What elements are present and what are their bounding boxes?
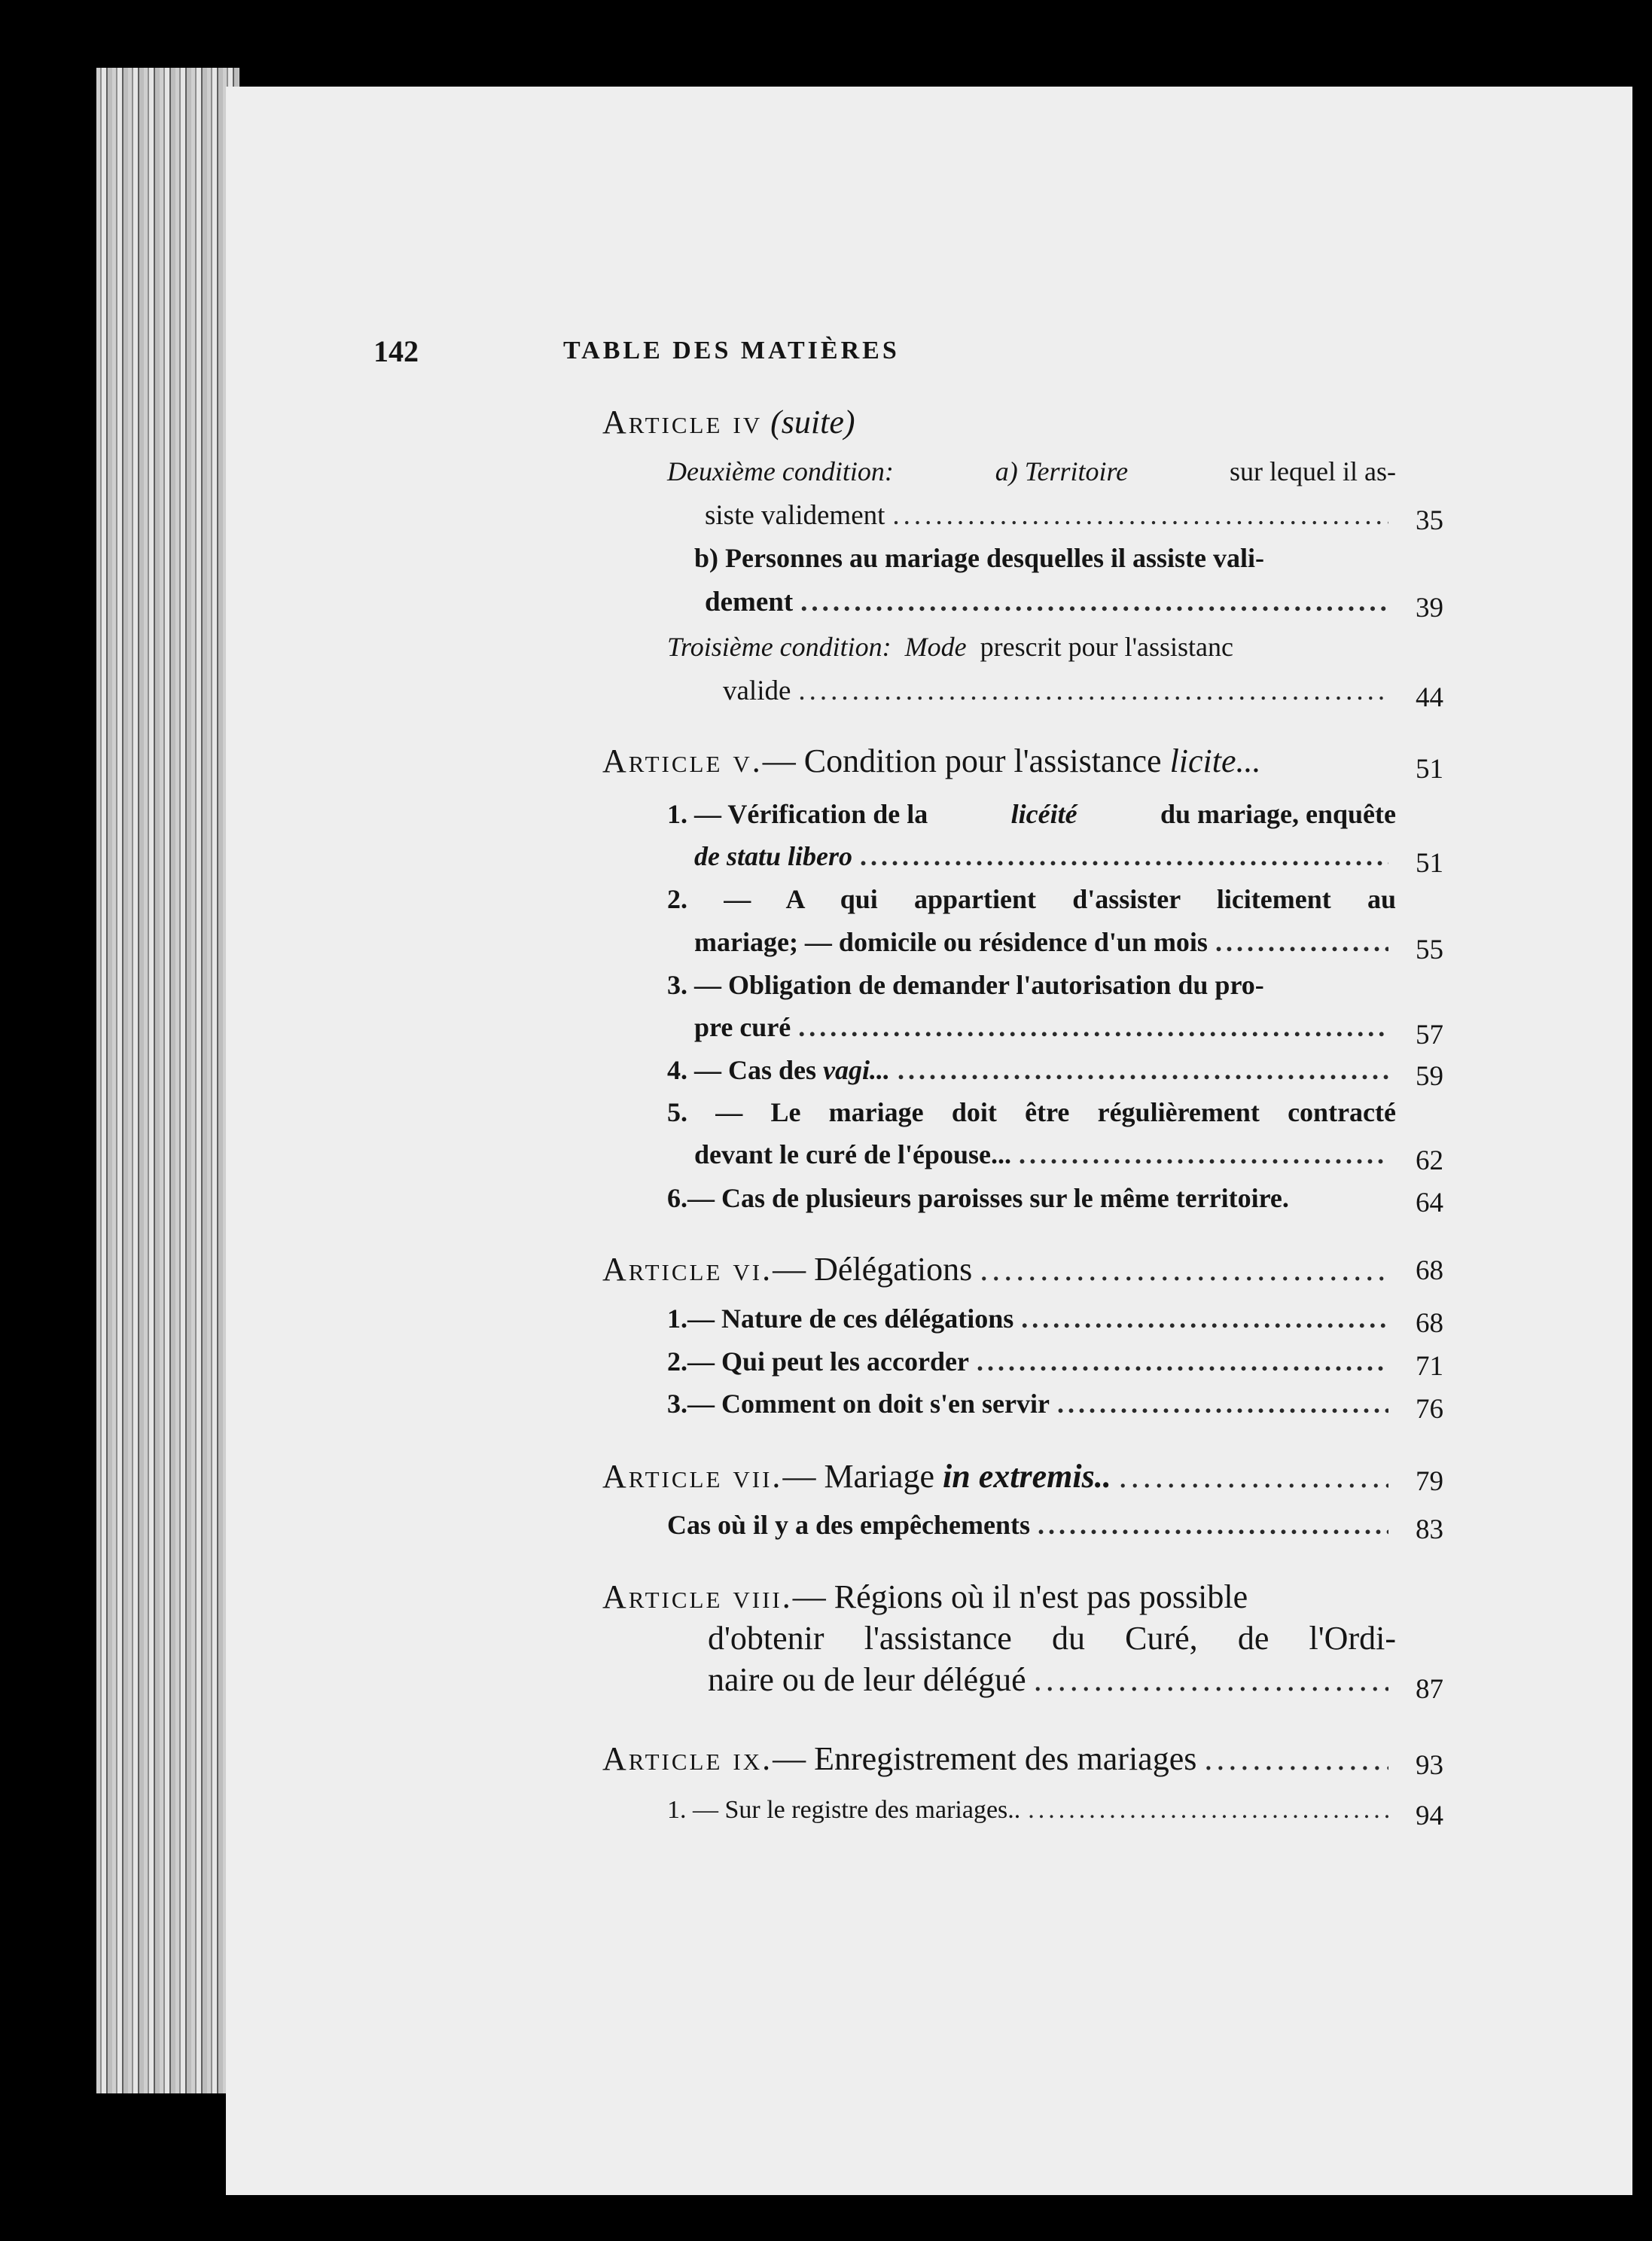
toc-text: — Régions où il n'est pas possible	[792, 1578, 1248, 1615]
leader-dots	[800, 586, 1388, 618]
running-head	[373, 334, 1465, 371]
toc-entry	[694, 840, 1396, 886]
article-ix-heading	[602, 1739, 1396, 1785]
toc-entry	[667, 1346, 1396, 1391]
toc-entry	[694, 1011, 1396, 1056]
leader-dots	[1119, 1457, 1388, 1496]
toc-text: siste validement	[705, 500, 885, 531]
toc-text: du mariage, enquête	[1160, 799, 1396, 829]
toc-page-number: 94	[1416, 1800, 1443, 1831]
page-number: 142	[373, 334, 419, 368]
toc-page-number: 93	[1416, 1750, 1443, 1781]
article-v-heading	[602, 742, 1396, 787]
leader-dots	[860, 840, 1388, 872]
toc-line: 6.— Cas de plusieurs paroisses sur le même territoire.	[667, 1183, 1289, 1213]
toc-page-number: 64	[1416, 1188, 1443, 1218]
toc-line	[667, 456, 1396, 487]
condition-term: Mode	[904, 632, 967, 662]
leader-dots	[892, 499, 1388, 532]
article-vi-heading	[602, 1250, 1396, 1295]
toc-entry	[694, 1139, 1396, 1184]
toc-text: — Délégations	[773, 1251, 973, 1288]
toc-entry	[694, 926, 1396, 971]
toc-entry	[723, 675, 1396, 720]
toc-line: 5. — Le mariage doit être régulièrement contracté	[667, 1097, 1396, 1127]
toc-entry	[667, 1054, 1396, 1099]
toc-page-number: 51	[1416, 754, 1443, 785]
toc-text: de statu libero	[694, 841, 853, 871]
toc-text: naire ou de leur délégué	[708, 1661, 1026, 1698]
condition-label: Deuxième condition:	[667, 456, 894, 486]
toc-text: 4. — Cas des	[667, 1055, 817, 1085]
toc-entry	[705, 586, 1396, 631]
toc-line: 3. — Obligation de demander l'autorisation du pro-	[667, 970, 1264, 1000]
toc-entry	[667, 1509, 1396, 1554]
toc-line: 2. — A qui appartient d'assister licitement au	[667, 884, 1396, 914]
toc-text: dement	[705, 587, 794, 617]
toc-page-number: 87	[1416, 1674, 1443, 1705]
article-label: Article vi.	[602, 1251, 773, 1288]
article-iv-heading	[602, 403, 855, 441]
toc-italic: in extremis..	[943, 1458, 1111, 1495]
toc-text: — Mariage	[782, 1458, 935, 1495]
toc-entry	[667, 1796, 1396, 1841]
leader-dots	[898, 1054, 1388, 1086]
toc-text: 1.— Nature de ces délégations	[667, 1303, 1014, 1334]
leader-dots	[977, 1346, 1388, 1377]
toc-text: 1. — Vérification de la	[667, 799, 928, 829]
toc-page-number: 83	[1416, 1514, 1443, 1545]
toc-page-number: 68	[1416, 1308, 1443, 1339]
toc-text: Cas où il y a des empêchements	[667, 1510, 1030, 1540]
article-label: Article viii.	[602, 1578, 793, 1615]
toc-page-number: 35	[1416, 505, 1443, 536]
article-vii-heading	[602, 1457, 1396, 1502]
toc-italic: licite...	[1169, 742, 1261, 779]
toc-italic: licéité	[1010, 799, 1077, 829]
toc-text: 1. — Sur le registre des mariages..	[667, 1796, 1021, 1824]
toc-text: 2.— Qui peut les accorder	[667, 1346, 969, 1377]
toc-entry	[705, 499, 1396, 544]
condition-term: a) Territoire	[995, 456, 1129, 486]
toc-text: mariage; — domicile ou résidence d'un mois	[694, 927, 1208, 957]
toc-italic: vagi...	[823, 1055, 891, 1085]
toc-page-number: 55	[1416, 935, 1443, 965]
article-label: Article v.	[602, 742, 763, 779]
toc-entry	[667, 1388, 1396, 1433]
toc-entry	[708, 1660, 1396, 1706]
toc-page-number: 44	[1416, 682, 1443, 713]
leader-dots	[1019, 1139, 1388, 1170]
toc-page-number: 62	[1416, 1145, 1443, 1176]
toc-text: prescrit pour l'assistanc	[980, 632, 1234, 662]
toc-text: pre curé	[694, 1012, 791, 1042]
leader-dots	[1028, 1796, 1388, 1825]
toc-text: sur lequel il as-	[1230, 456, 1396, 486]
leader-dots	[798, 1011, 1388, 1043]
article-label: Article ix.	[602, 1740, 773, 1777]
toc-page-number: 51	[1416, 848, 1443, 879]
toc-text: — Enregistrement des mariages	[773, 1740, 1197, 1777]
toc-text: 3.— Comment on doit s'en servir	[667, 1389, 1050, 1419]
page-title: TABLE DES MATIÈRES	[563, 337, 900, 364]
leader-dots	[980, 1250, 1388, 1288]
toc-page-number: 79	[1416, 1466, 1443, 1497]
toc-text: devant le curé de l'épouse...	[694, 1139, 1011, 1169]
leader-dots	[1034, 1660, 1388, 1699]
page-edges	[96, 68, 239, 2093]
condition-label: Troisième condition:	[667, 632, 892, 662]
toc-text: valide	[723, 675, 791, 706]
toc-line	[667, 798, 1396, 830]
suite-label: (suite)	[770, 404, 855, 441]
leader-dots	[1215, 926, 1388, 958]
article-viii-heading	[602, 1578, 1396, 1616]
article-label: Article vii.	[602, 1458, 783, 1495]
toc-page-number: 39	[1416, 593, 1443, 624]
toc-page-number: 68	[1416, 1255, 1443, 1286]
leader-dots	[1204, 1739, 1388, 1778]
toc-line	[667, 631, 1396, 663]
leader-dots	[1057, 1388, 1388, 1419]
toc-page-number: 57	[1416, 1020, 1443, 1050]
toc-line: d'obtenir l'assistance du Curé, de l'Ordi-	[708, 1620, 1396, 1657]
leader-dots	[1038, 1509, 1388, 1541]
toc-text: — Condition pour l'assistance	[762, 742, 1162, 779]
article-label: Article iv	[602, 404, 763, 441]
toc-page-number: 59	[1416, 1061, 1443, 1092]
leader-dots	[798, 675, 1388, 707]
toc-entry	[667, 1303, 1396, 1348]
toc-page-number: 71	[1416, 1351, 1443, 1382]
toc-line: b) Personnes au mariage desquelles il assiste vali-	[694, 543, 1264, 573]
toc-page-number: 76	[1416, 1394, 1443, 1425]
leader-dots	[1021, 1303, 1388, 1334]
